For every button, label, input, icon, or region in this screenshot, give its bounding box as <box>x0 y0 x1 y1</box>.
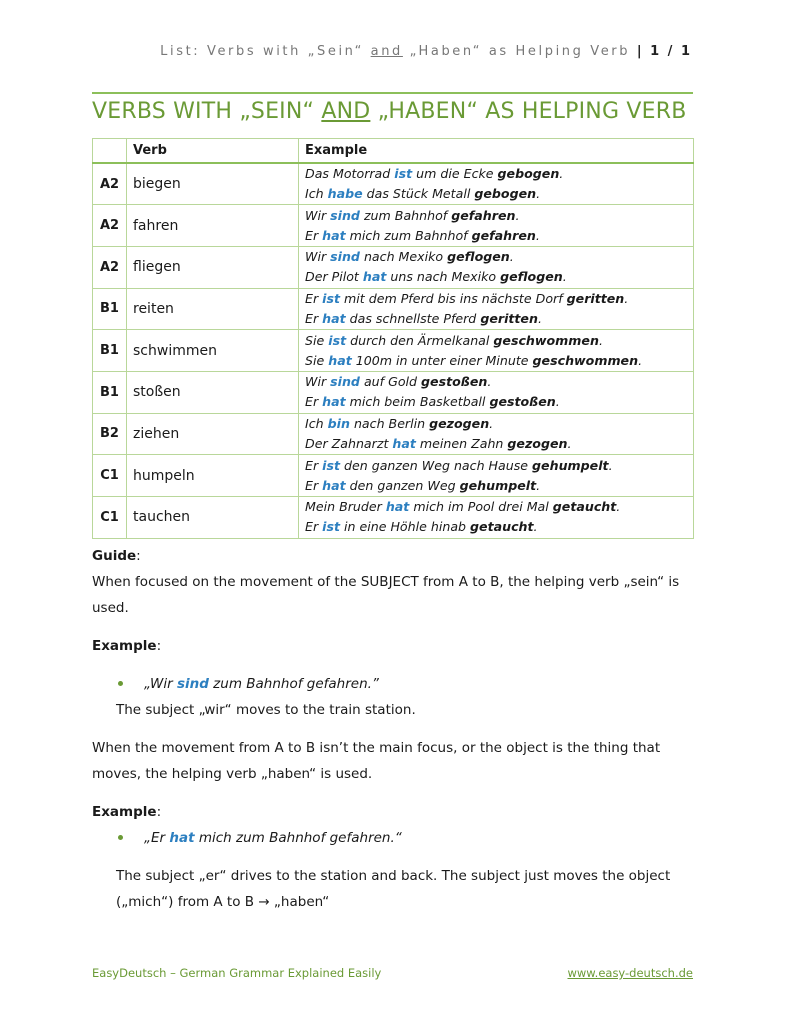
sentence-start: Er <box>305 477 323 493</box>
sentence-middle: 100m in unter einer Minute <box>351 352 533 368</box>
level-cell: B2 <box>93 413 127 455</box>
verb-cell: fahren <box>127 205 299 247</box>
sentence-start: Er <box>305 394 323 410</box>
sentence-start: Ich <box>305 415 328 431</box>
example-sentence <box>305 456 687 476</box>
sentence-start: Mein Bruder <box>305 499 386 515</box>
guide-text-1: When focused on the movement of the SUBJECT from A to B, the helping verb „sein“ is used. <box>92 574 680 616</box>
helping-verb: hat <box>362 269 387 285</box>
past-participle: gestoßen <box>421 374 488 390</box>
verb-cell: fliegen <box>127 246 299 288</box>
example-sentence <box>305 414 687 434</box>
example-sentence <box>305 184 687 204</box>
past-participle: gefahren <box>451 207 516 223</box>
example-sentence <box>305 434 687 454</box>
example-2-aux: hat <box>169 830 195 846</box>
sentence-end: . <box>624 290 629 306</box>
table-row <box>93 371 694 413</box>
sentence-end: . <box>537 310 542 326</box>
helping-verb: bin <box>327 415 350 431</box>
helping-verb: sind <box>330 249 360 265</box>
sentence-start: Er <box>305 227 323 243</box>
sentence-start: Sie <box>305 352 329 368</box>
sentence-middle: durch den Ärmelkanal <box>346 332 494 348</box>
sentence-middle: den ganzen Weg nach Hause <box>339 457 533 473</box>
helping-verb: hat <box>392 435 416 451</box>
example-sentence <box>305 476 687 496</box>
example-cell <box>299 246 694 288</box>
sentence-middle: um die Ecke <box>412 166 498 182</box>
sentence-middle: das Stück Metall <box>362 186 475 202</box>
spacer <box>92 659 693 671</box>
sentence-end: . <box>555 394 560 410</box>
sentence-middle: den ganzen Weg <box>345 477 460 493</box>
sentence-end: . <box>533 519 538 535</box>
example-bullet-2 <box>92 825 693 851</box>
guide-label: Guide <box>92 548 137 564</box>
level-cell: B1 <box>93 371 127 413</box>
running-header-prefix: List: Verbs with „Sein“ <box>160 44 371 59</box>
running-header <box>80 44 692 59</box>
guide-colon: : <box>136 548 141 564</box>
sentence-start: Der Zahnarzt <box>305 435 393 451</box>
past-participle: gehumpelt <box>459 477 537 493</box>
spacer <box>92 621 693 633</box>
helping-verb: ist <box>328 332 347 348</box>
sentence-end: . <box>535 227 540 243</box>
helping-verb: hat <box>322 227 346 243</box>
page-number: | 1 / 1 <box>636 44 692 59</box>
bullet-dot-icon <box>118 835 123 840</box>
example-sentence <box>305 331 687 351</box>
sentence-middle: in eine Höhle hinab <box>339 519 471 535</box>
helping-verb: sind <box>330 374 360 390</box>
sentence-end: . <box>559 166 564 182</box>
past-participle: gefahren <box>471 227 536 243</box>
example-label-2: Example <box>92 804 157 820</box>
helping-verb: ist <box>322 290 340 306</box>
past-participle: gebogen <box>474 186 537 202</box>
table-row <box>93 288 694 330</box>
level-cell: A2 <box>93 163 127 205</box>
example-sentence <box>305 351 687 371</box>
past-participle: geschwommen <box>493 332 599 348</box>
sentence-start: Er <box>305 457 323 473</box>
example-cell <box>299 455 694 497</box>
sentence-middle: mich im Pool drei Mal <box>409 499 553 515</box>
running-header-and: and <box>370 44 403 59</box>
sentence-end: . <box>487 374 492 390</box>
example-bullet-1 <box>92 671 693 697</box>
sentence-middle: zum Bahnhof <box>359 207 452 223</box>
example-1-post: zum Bahnhof gefahren.” <box>208 676 379 692</box>
table-row <box>93 413 694 455</box>
sentence-middle: das schnellste Pferd <box>345 310 481 326</box>
title-suffix: „HABEN“ AS HELPING VERB <box>370 99 687 124</box>
past-participle: gehumpelt <box>532 457 609 473</box>
example-sentence <box>305 206 687 226</box>
column-header-example: Example <box>299 139 694 164</box>
helping-verb: habe <box>327 186 363 202</box>
sentence-end: . <box>616 499 621 515</box>
helping-verb: sind <box>330 207 360 223</box>
example-sentence <box>305 497 687 517</box>
past-participle: getaucht <box>552 499 617 515</box>
example-colon-1: : <box>156 638 162 654</box>
verbs-table <box>92 138 694 539</box>
example-sentence <box>305 309 687 329</box>
example-cell <box>299 413 694 455</box>
example-sentence <box>305 247 687 267</box>
spacer <box>92 851 693 863</box>
header-divider <box>92 92 693 94</box>
helping-verb: ist <box>322 457 340 473</box>
verb-cell: reiten <box>127 288 299 330</box>
sentence-end: . <box>598 332 603 348</box>
verb-cell: schwimmen <box>127 330 299 372</box>
sentence-end: . <box>489 415 494 431</box>
verb-cell: stoßen <box>127 371 299 413</box>
past-participle: geschwommen <box>532 352 639 368</box>
sentence-end: . <box>509 249 514 265</box>
bullet-dot-icon <box>118 681 123 686</box>
sentence-end: . <box>567 435 572 451</box>
helping-verb: hat <box>322 310 346 326</box>
level-cell: B1 <box>93 330 127 372</box>
past-participle: gebogen <box>497 166 560 182</box>
sentence-end: . <box>638 352 643 368</box>
helping-verb: ist <box>322 519 340 535</box>
verb-cell: humpeln <box>127 455 299 497</box>
example-label-1: Example <box>92 638 157 654</box>
sentence-end: . <box>562 269 567 285</box>
example-sentence <box>305 392 687 412</box>
title-and: AND <box>321 99 371 124</box>
sentence-end: . <box>515 207 520 223</box>
example-sentence <box>305 289 687 309</box>
table-row <box>93 455 694 497</box>
example-2-post: mich zum Bahnhof gefahren.“ <box>194 830 402 846</box>
past-participle: gezogen <box>429 415 490 431</box>
past-participle: gezogen <box>507 435 568 451</box>
sentence-middle: mit dem Pferd bis ins nächste Dorf <box>339 290 567 306</box>
verb-cell: ziehen <box>127 413 299 455</box>
example-cell <box>299 371 694 413</box>
sentence-start: Er <box>305 310 323 326</box>
guide-heading <box>92 543 693 569</box>
example-heading-1 <box>92 633 693 659</box>
level-cell: C1 <box>93 497 127 539</box>
explanation-1: The subject „wir“ moves to the train station. <box>116 702 416 718</box>
example-colon-2: : <box>156 804 162 820</box>
guide-section <box>92 543 693 915</box>
sentence-end: . <box>536 186 541 202</box>
example-cell <box>299 163 694 205</box>
level-cell: A2 <box>93 246 127 288</box>
table-row <box>93 246 694 288</box>
sentence-start: Er <box>305 290 323 306</box>
example-2-pre: „Er <box>144 830 170 846</box>
sentence-start: Wir <box>305 249 331 265</box>
example-cell <box>299 288 694 330</box>
footer-website-link[interactable]: www.easy-deutsch.de <box>567 966 693 980</box>
sentence-middle: mich beim Basketball <box>345 394 490 410</box>
past-participle: geflogen <box>500 269 563 285</box>
sentence-start: Sie <box>305 332 329 348</box>
title-prefix: VERBS WITH „SEIN“ <box>92 99 322 124</box>
past-participle: geritten <box>480 310 538 326</box>
example-sentence <box>305 517 687 537</box>
sentence-start: Wir <box>305 374 331 390</box>
example-sentence <box>305 226 687 246</box>
example-sentence <box>305 164 687 184</box>
past-participle: geritten <box>566 290 625 306</box>
example-heading-2 <box>92 799 693 825</box>
helping-verb: ist <box>394 166 413 182</box>
page-title <box>92 99 693 124</box>
footer-brand: EasyDeutsch – German Grammar Explained Easily <box>92 966 382 980</box>
sentence-middle: auf Gold <box>359 374 422 390</box>
verb-cell: biegen <box>127 163 299 205</box>
example-cell <box>299 330 694 372</box>
example-1-pre: „Wir <box>144 676 177 692</box>
level-cell: C1 <box>93 455 127 497</box>
guide-text-2: When the movement from A to B isn’t the main focus, or the object is the thing that moves, the helping verb „haben“ is used. <box>92 740 661 782</box>
sentence-middle: meinen Zahn <box>415 435 508 451</box>
column-header-verb: Verb <box>127 139 299 164</box>
example-cell <box>299 205 694 247</box>
sentence-start: Er <box>305 519 323 535</box>
explanation-2: The subject „er“ drives to the station and back. The subject just moves the object („mich“) from A to B → „haben“ <box>116 868 671 910</box>
past-participle: geflogen <box>447 249 510 265</box>
sentence-start: Das Motorrad <box>305 166 395 182</box>
example-sentence <box>305 372 687 392</box>
sentence-middle: mich zum Bahnhof <box>345 227 472 243</box>
table-row <box>93 163 694 205</box>
example-sentence <box>305 267 687 287</box>
past-participle: getaucht <box>470 519 534 535</box>
table-row <box>93 205 694 247</box>
sentence-middle: nach Mexiko <box>359 249 448 265</box>
running-header-suffix: „Haben“ as Helping Verb <box>402 44 637 59</box>
sentence-start: Wir <box>305 207 331 223</box>
verb-cell: tauchen <box>127 497 299 539</box>
helping-verb: hat <box>385 499 410 515</box>
sentence-middle: uns nach Mexiko <box>386 269 501 285</box>
helping-verb: hat <box>328 352 352 368</box>
sentence-end: . <box>536 477 541 493</box>
table-body <box>93 163 694 538</box>
example-1-aux: sind <box>176 676 209 692</box>
spacer <box>92 723 693 735</box>
sentence-middle: nach Berlin <box>349 415 430 431</box>
level-cell: B1 <box>93 288 127 330</box>
table-row <box>93 497 694 539</box>
past-participle: gestoßen <box>489 394 556 410</box>
example-cell <box>299 497 694 539</box>
sentence-start: Der Pilot <box>305 269 363 285</box>
sentence-start: Ich <box>305 186 328 202</box>
helping-verb: hat <box>322 394 346 410</box>
helping-verb: hat <box>322 477 346 493</box>
column-header-level <box>93 139 127 164</box>
table-row <box>93 330 694 372</box>
table-header-row <box>93 139 694 164</box>
level-cell: A2 <box>93 205 127 247</box>
sentence-end: . <box>608 457 613 473</box>
spacer <box>92 787 693 799</box>
